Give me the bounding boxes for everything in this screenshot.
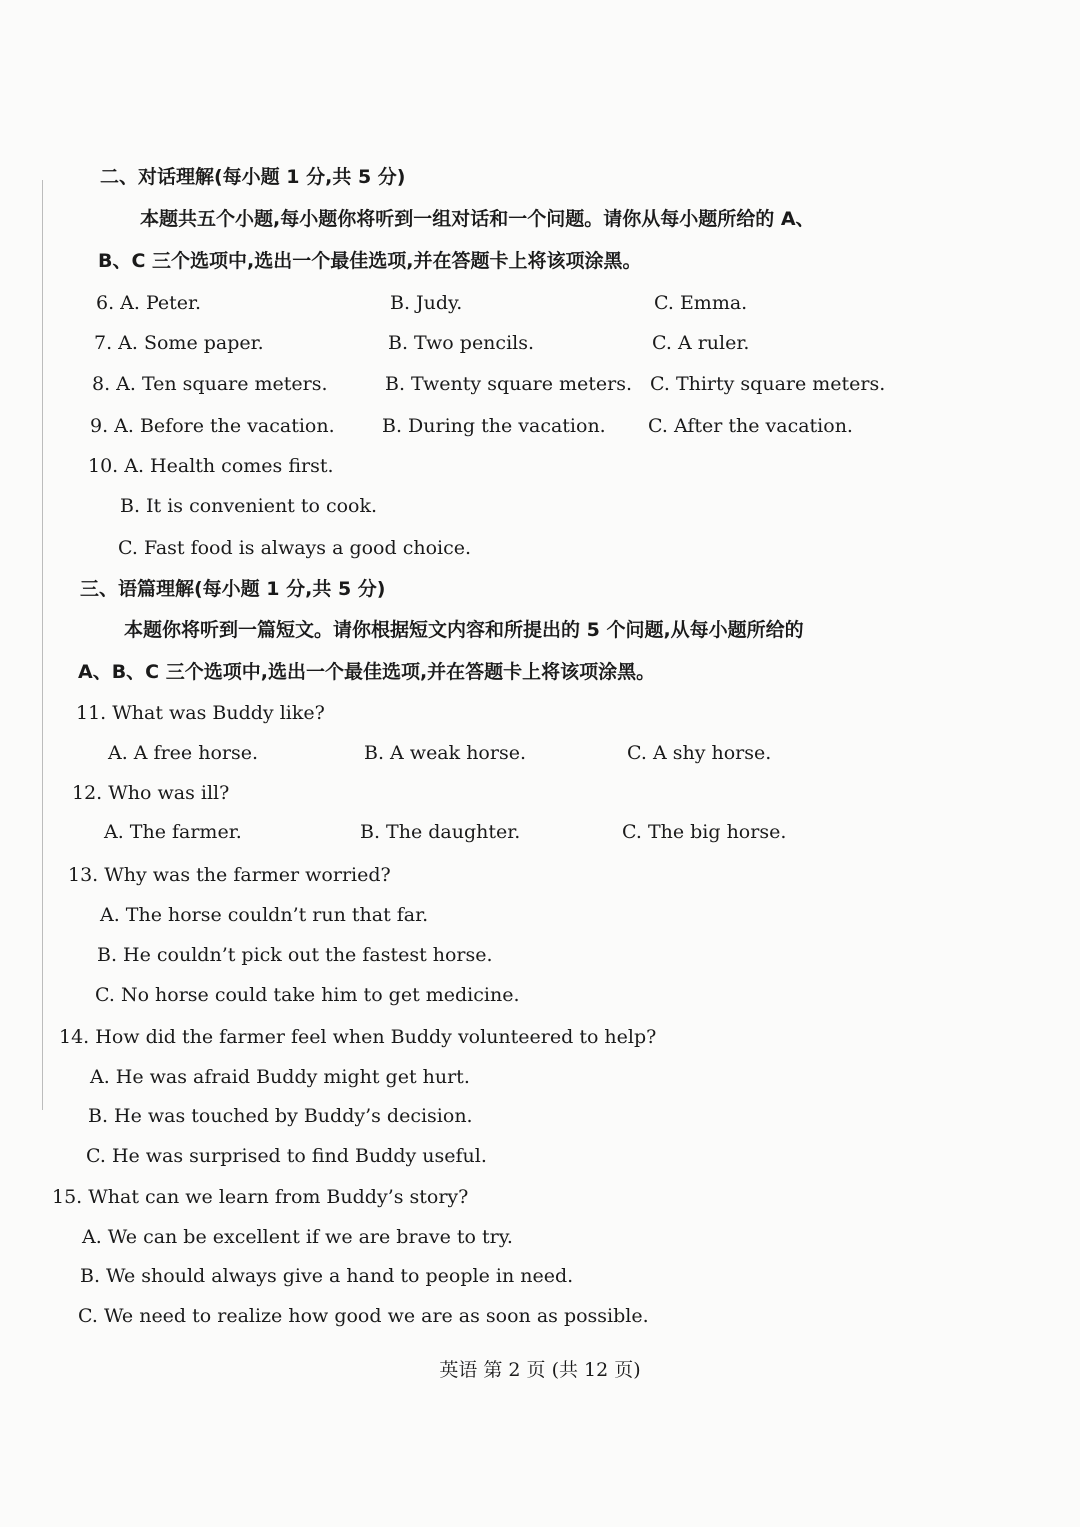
q15-question: 15. What can we learn from Buddy’s story? xyxy=(52,1186,469,1208)
q14-option-c: C. He was surprised to find Buddy useful. xyxy=(86,1145,487,1167)
q12-option-b: B. The daughter. xyxy=(360,821,521,843)
q6-option-a: 6. A. Peter. xyxy=(96,292,202,314)
q6-option-b: B. Judy. xyxy=(390,292,463,314)
q10-option-b: B. It is convenient to cook. xyxy=(120,495,378,517)
q15-option-a: A. We can be excellent if we are brave to try. xyxy=(82,1226,513,1248)
q11-question: 11. What was Buddy like? xyxy=(76,702,325,724)
q11-option-a: A. A free horse. xyxy=(108,742,258,764)
section3-heading: 三、语篇理解(每小题 1 分,共 5 分) xyxy=(80,578,386,600)
page-footer: 英语 第 2 页 (共 12 页) xyxy=(439,1359,641,1381)
q15-option-b: B. We should always give a hand to people in need. xyxy=(80,1265,574,1287)
q13-option-c: C. No horse could take him to get medicine. xyxy=(95,984,520,1006)
q10-option-a: 10. A. Health comes first. xyxy=(88,455,334,477)
section2-heading: 二、对话理解(每小题 1 分,共 5 分) xyxy=(100,166,406,188)
q9-option-b: B. During the vacation. xyxy=(382,415,606,437)
section3-instruction-line2: A、B、C 三个选项中,选出一个最佳选项,并在答题卡上将该项涂黑。 xyxy=(78,661,656,683)
q15-option-c: C. We need to realize how good we are as soon as possible. xyxy=(78,1305,649,1327)
q9-option-a: 9. A. Before the vacation. xyxy=(90,415,335,437)
q13-option-a: A. The horse couldn’t run that far. xyxy=(100,904,429,926)
q6-option-c: C. Emma. xyxy=(654,292,748,314)
section2-instruction-line2: B、C 三个选项中,选出一个最佳选项,并在答题卡上将该项涂黑。 xyxy=(98,250,642,272)
q14-option-a: A. He was afraid Buddy might get hurt. xyxy=(90,1066,470,1088)
q11-option-c: C. A shy horse. xyxy=(627,742,772,764)
q11-option-b: B. A weak horse. xyxy=(364,742,526,764)
q8-option-a: 8. A. Ten square meters. xyxy=(92,373,328,395)
q8-option-b: B. Twenty square meters. xyxy=(385,373,633,395)
margin-line xyxy=(42,180,43,1110)
q12-question: 12. Who was ill? xyxy=(72,782,230,804)
q9-option-c: C. After the vacation. xyxy=(648,415,853,437)
section3-instruction-line1: 本题你将听到一篇短文。请你根据短文内容和所提出的 5 个问题,从每小题所给的 xyxy=(124,619,804,641)
q7-option-b: B. Two pencils. xyxy=(388,332,535,354)
q7-option-c: C. A ruler. xyxy=(652,332,750,354)
q12-option-c: C. The big horse. xyxy=(622,821,787,843)
q8-option-c: C. Thirty square meters. xyxy=(650,373,886,395)
section2-instruction-line1: 本题共五个小题,每小题你将听到一组对话和一个问题。请你从每小题所给的 A、 xyxy=(140,208,815,230)
q7-option-a: 7. A. Some paper. xyxy=(94,332,264,354)
q13-option-b: B. He couldn’t pick out the fastest horse. xyxy=(97,944,493,966)
q14-question: 14. How did the farmer feel when Buddy volunteered to help? xyxy=(59,1026,657,1048)
q12-option-a: A. The farmer. xyxy=(104,821,242,843)
q13-question: 13. Why was the farmer worried? xyxy=(68,864,391,886)
q14-option-b: B. He was touched by Buddy’s decision. xyxy=(88,1105,473,1127)
q10-option-c: C. Fast food is always a good choice. xyxy=(118,537,472,559)
